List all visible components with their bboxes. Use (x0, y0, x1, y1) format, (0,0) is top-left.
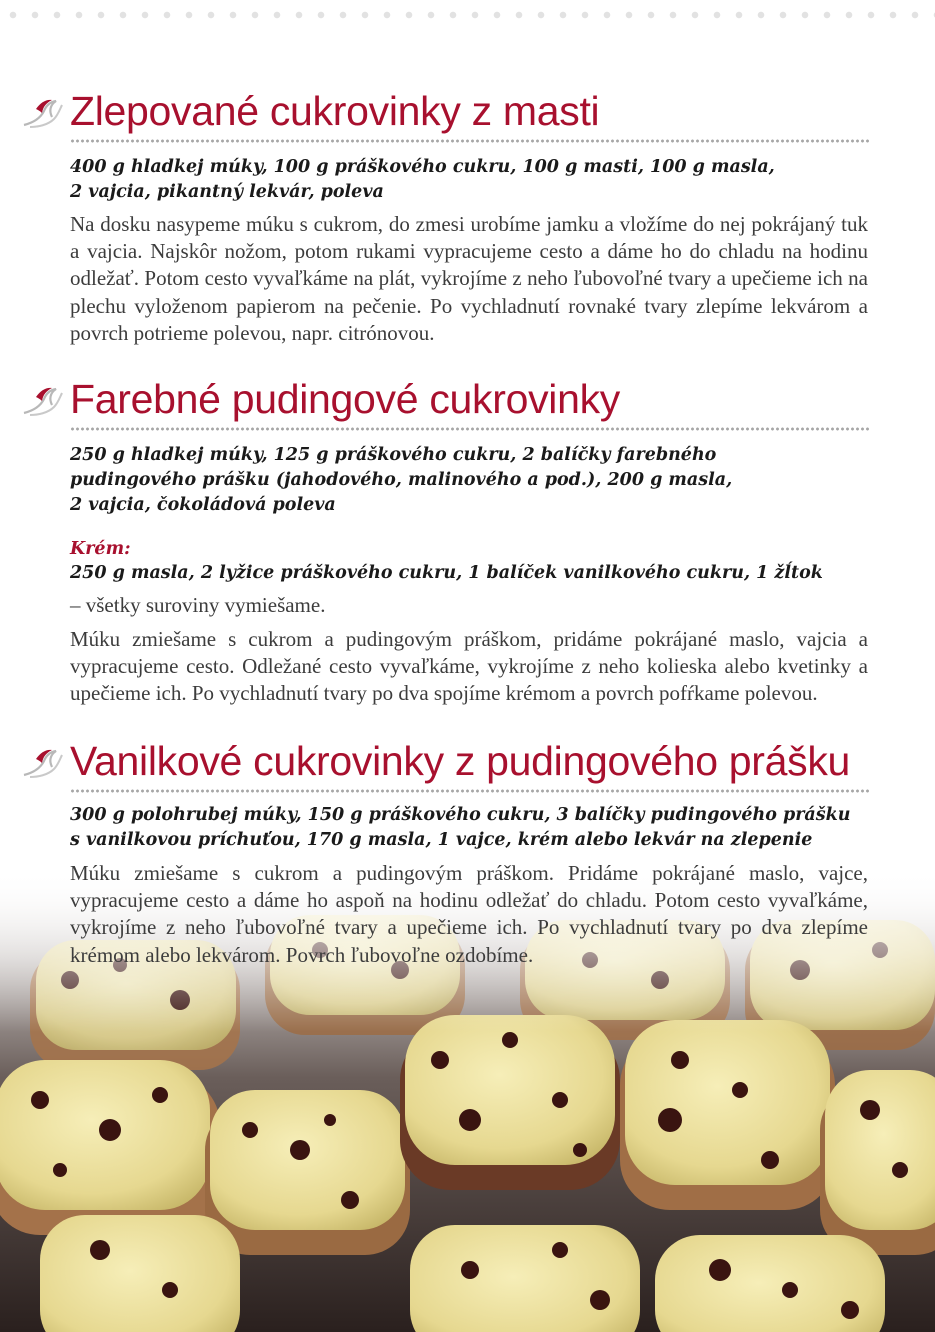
dotted-divider (70, 139, 870, 143)
decorative-dot-border (0, 10, 935, 20)
dotted-divider (70, 789, 870, 793)
ingredients-line: 400 g hladkej múky, 100 g práškového cukru, 100 g masti, 100 g masla, (70, 157, 775, 177)
flourish-ornament-icon (22, 747, 64, 779)
ingredients-line: 2 vajcia, pikantný lekvár, poleva (70, 182, 384, 202)
recipe-zlepovane (0, 83, 935, 345)
ingredients-line: 2 vajcia, čokoládová poleva (70, 495, 336, 515)
cream-note: – všetky suroviny vymiešame. (70, 593, 326, 617)
ingredients-line: pudingového prášku (jahodového, malinového a pod.), 200 g masla, (70, 470, 733, 490)
dotted-divider (70, 427, 870, 431)
method-text: Múku zmiešame s cukrom a pudingovým práškom. Pridáme pokrájané maslo, vajce, vypracujeme cesto a dáme ho aspoň na hodinu odležať do chladu. Potom cesto vyvaľkáme, vykrojíme z neho ľubovoľné tvary a upečieme ich. Po vychladnutí tvary po dva zlepíme krémom alebo lekvárom. Povrch ľubovoľne ozdobíme. (70, 861, 868, 967)
ingredients-list (70, 803, 870, 853)
ingredients-line: s vanilkovou príchuťou, 170 g masla, 1 vajce, krém alebo lekvár na zlepenie (70, 830, 813, 850)
ingredients-line: 250 g hladkej múky, 125 g práškového cukru, 2 balíčky farebného (70, 445, 717, 465)
flourish-ornament-icon (22, 97, 64, 129)
method-text: Na dosku nasypeme múku s cukrom, do zmesi urobíme jamku a vložíme do nej pokrájaný tuk a vajcia. Najskôr nožom, potom rukami vypracujeme cesto a dáme ho do chladu na hodinu odležať. Potom cesto vyvaľkáme na plát, vykrojíme z neho ľubovoľné tvary a upečieme ich na plechu vyloženom papierom na pečenie. Po vychladnutí rovnaké tvary zlepíme lekvárom a povrch potrieme polevou, napr. citrónovou. (70, 212, 868, 345)
recipe-title: Zlepované cukrovinky z masti (70, 88, 600, 134)
cream-label: Krém: (70, 539, 131, 559)
method-text: Múku zmiešame s cukrom a pudingovým práškom, pridáme pokrájané maslo, vajcia a vypracujeme cesto. Odležané cesto vyvaľkáme, vykrojíme z neho kolieska alebo kvetinky a upečieme ich. Po vychladnutí tvary po dva spojíme krémom a povrch pofŕkame polevou. (70, 627, 868, 706)
ingredients-list (70, 443, 870, 518)
recipe-title: Vanilkové cukrovinky z pudingového prášku (70, 738, 851, 784)
flourish-ornament-icon (22, 385, 64, 417)
ingredients-list (70, 155, 870, 205)
ingredients-line: 250 g masla, 2 lyžice práškového cukru, 1 balíček vanilkového cukru, 1 žĺtok (70, 563, 823, 583)
cream-ingredients (70, 561, 870, 586)
recipe-vanilkove (0, 733, 935, 967)
recipe-title: Farebné pudingové cukrovinky (70, 376, 620, 422)
ingredients-line: 300 g polohrubej múky, 150 g práškového cukru, 3 balíčky pudingového prášku (70, 805, 851, 825)
recipe-farebne (0, 371, 935, 706)
